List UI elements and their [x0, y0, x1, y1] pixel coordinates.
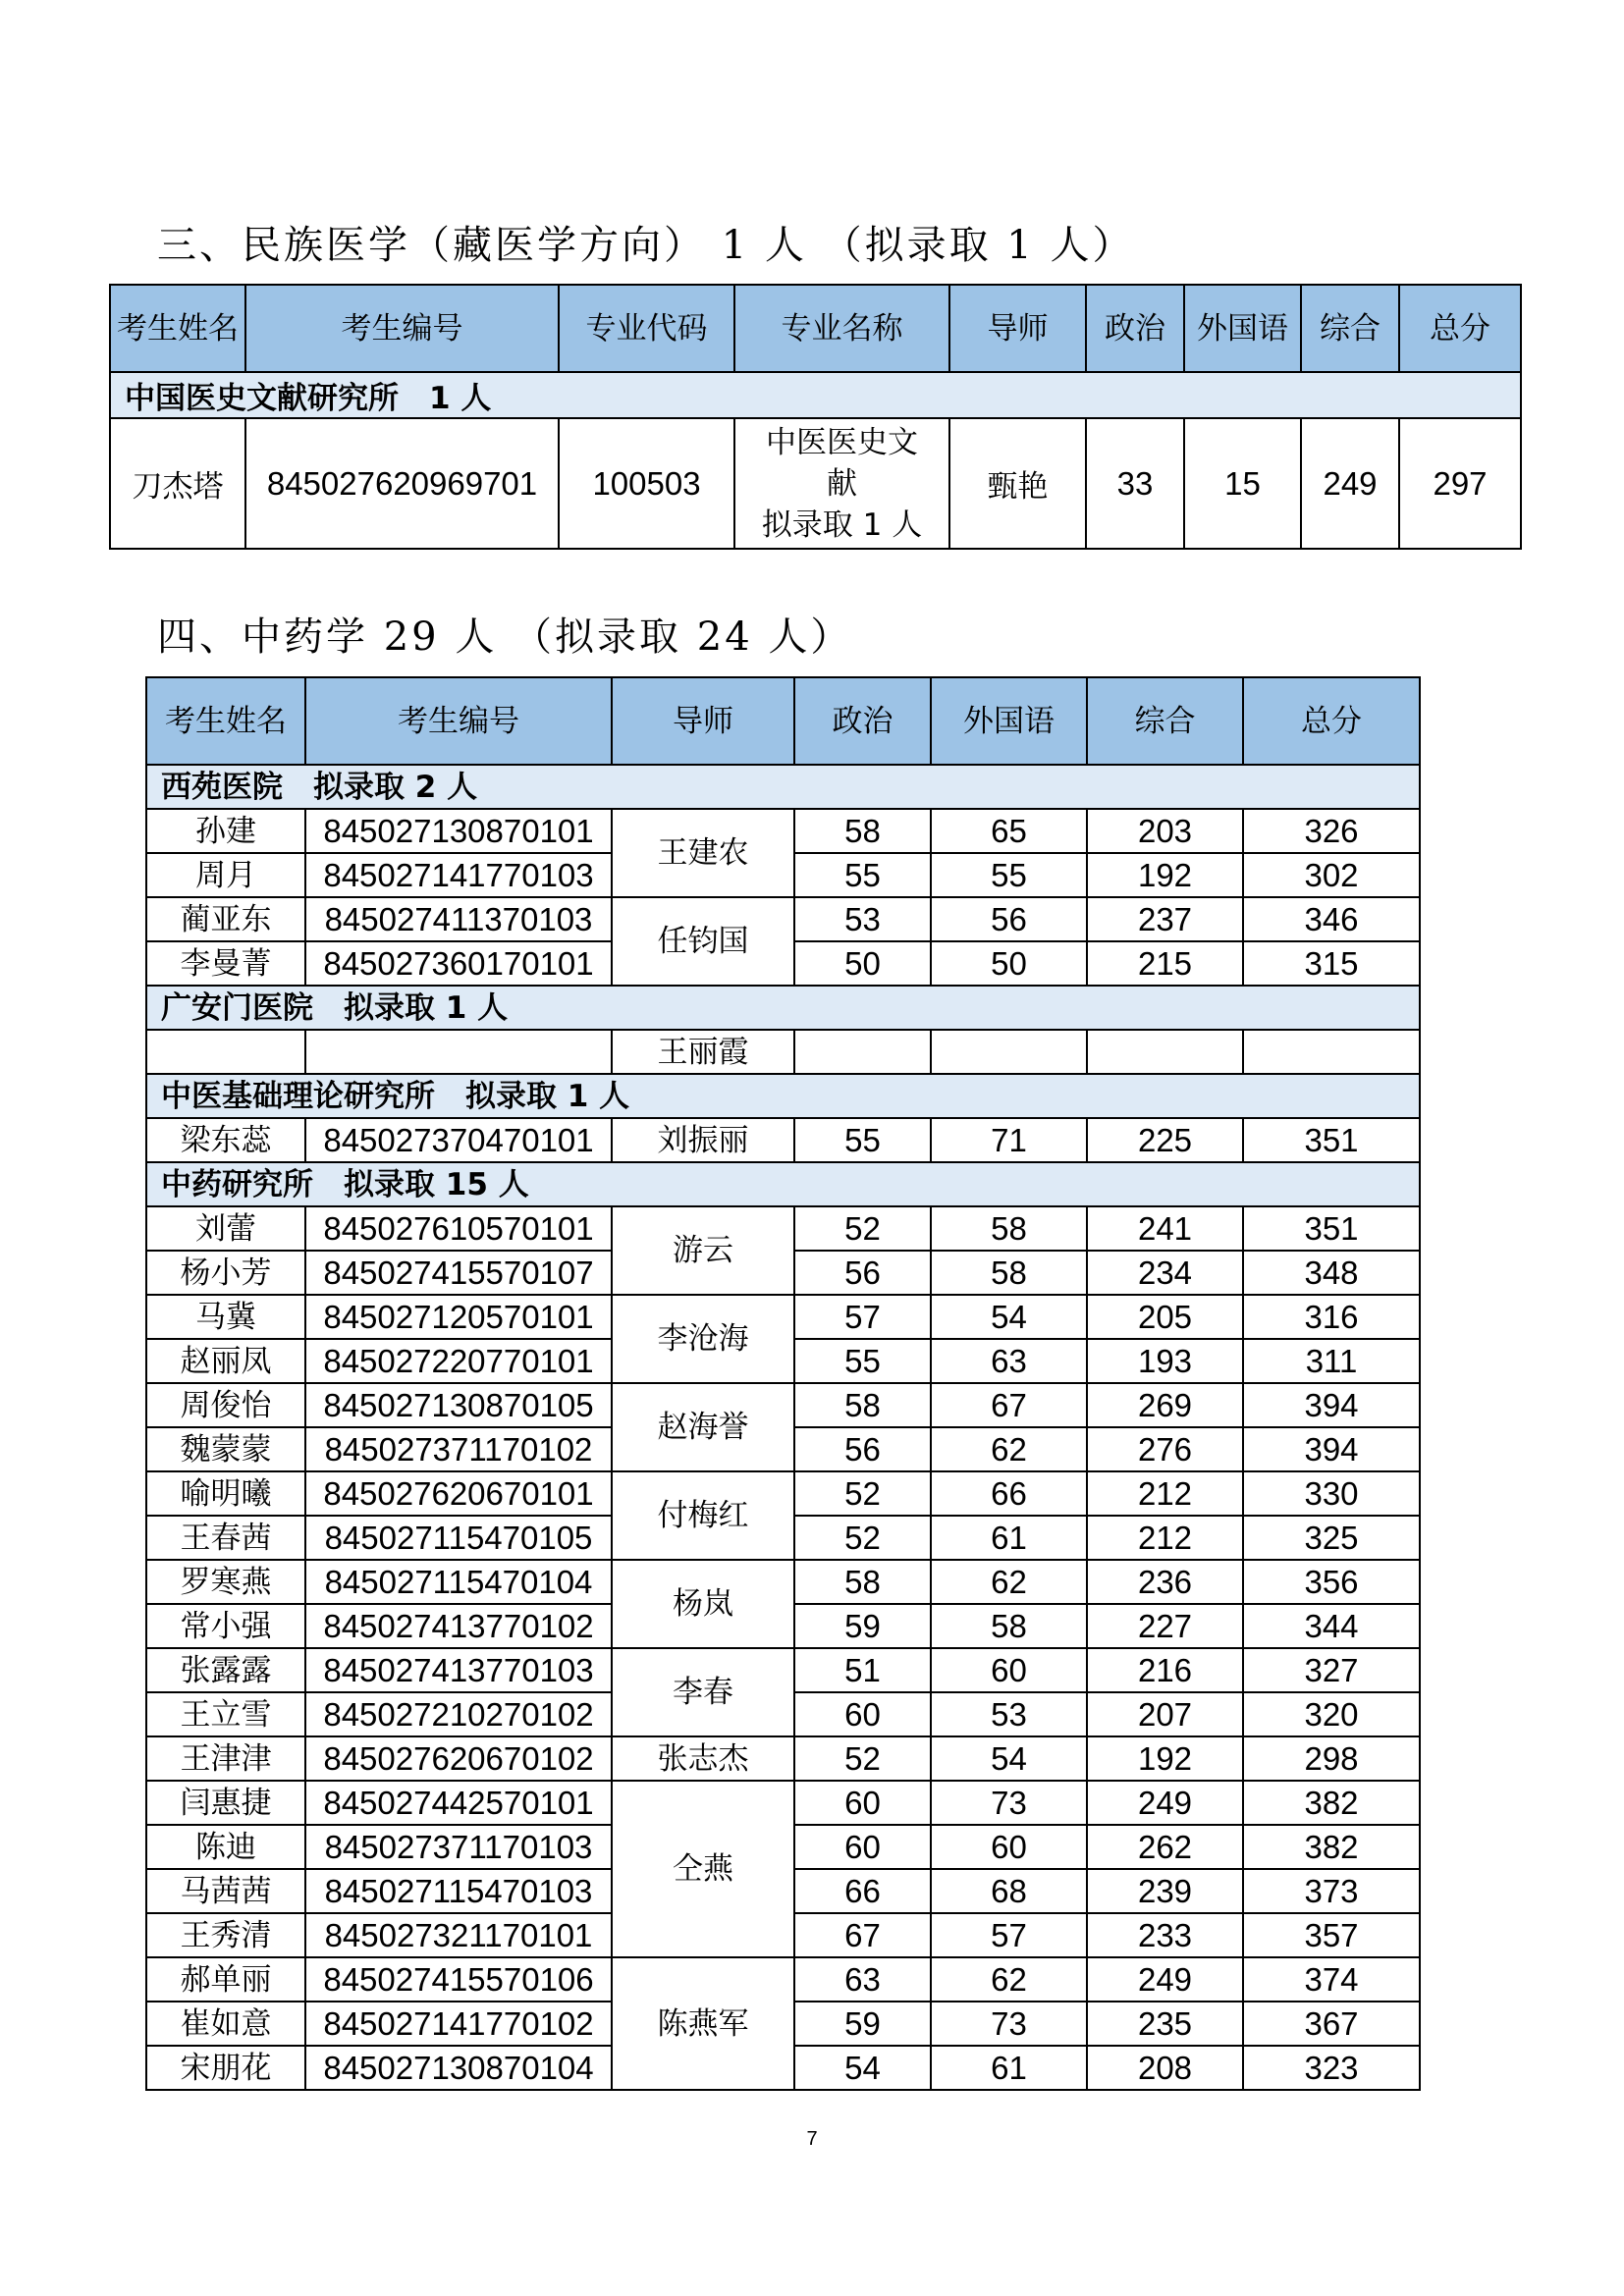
tutor-name: 赵海誉	[612, 1383, 794, 1471]
table-row	[146, 1383, 1420, 1427]
candidate-name: 王春茜	[146, 1516, 305, 1560]
politics-score: 60	[794, 1825, 931, 1869]
candidate-id: 845027120570101	[305, 1295, 612, 1339]
comprehensive-score: 249	[1087, 1781, 1243, 1825]
comprehensive-score: 216	[1087, 1648, 1243, 1692]
foreign-language-score: 61	[931, 1516, 1087, 1560]
total-score: 298	[1243, 1736, 1420, 1781]
major-name-line: 献	[827, 465, 857, 502]
candidate-name: 郝单丽	[146, 1957, 305, 2002]
candidate-id: 845027141770102	[305, 2002, 612, 2046]
header-major-name: 专业名称	[734, 285, 949, 372]
candidate-id: 845027371170102	[305, 1427, 612, 1471]
table-row	[146, 1736, 1420, 1781]
total-score: 326	[1243, 809, 1420, 853]
table-row	[146, 897, 1420, 941]
foreign-language-score: 60	[931, 1825, 1087, 1869]
major-code: 100503	[559, 418, 734, 549]
comprehensive-score: 233	[1087, 1913, 1243, 1957]
candidate-name: 刀杰塔	[110, 418, 245, 549]
header-comprehensive: 综合	[1301, 285, 1399, 372]
total-score: 311	[1243, 1339, 1420, 1383]
politics-score: 60	[794, 1781, 931, 1825]
politics-score: 51	[794, 1648, 931, 1692]
politics-score: 54	[794, 2046, 931, 2090]
candidate-id: 845027620969701	[245, 418, 559, 549]
total-score: 382	[1243, 1825, 1420, 1869]
tutor-name: 王建农	[612, 809, 794, 897]
politics-score: 60	[794, 1692, 931, 1736]
politics-score: 56	[794, 1251, 931, 1295]
total-score: 374	[1243, 1957, 1420, 2002]
comprehensive-score: 208	[1087, 2046, 1243, 2090]
tutor-name: 陈燕军	[612, 1957, 794, 2090]
foreign-language-score: 62	[931, 1427, 1087, 1471]
candidate-id: 845027210270102	[305, 1692, 612, 1736]
comprehensive-score: 192	[1087, 1736, 1243, 1781]
comprehensive-score: 236	[1087, 1560, 1243, 1604]
foreign-language-score: 67	[931, 1383, 1087, 1427]
total-score: 346	[1243, 897, 1420, 941]
tutor-name: 刘振丽	[612, 1118, 794, 1162]
tutor-name: 游云	[612, 1206, 794, 1295]
header-comprehensive: 综合	[1087, 677, 1243, 765]
foreign-language-score: 73	[931, 2002, 1087, 2046]
group-label: 西苑医院 拟录取 2 人	[146, 765, 1420, 809]
politics-score: 55	[794, 853, 931, 897]
tutor-name: 王丽霞	[612, 1030, 794, 1074]
tutor-name: 任钧国	[612, 897, 794, 986]
candidate-name: 常小强	[146, 1604, 305, 1648]
candidate-name: 赵丽凤	[146, 1339, 305, 1383]
header-candidate-name: 考生姓名	[146, 677, 305, 765]
empty-cell	[146, 1030, 305, 1074]
politics-score: 66	[794, 1869, 931, 1913]
politics-score: 53	[794, 897, 931, 941]
header-total-score: 总分	[1399, 285, 1521, 372]
candidate-name: 马冀	[146, 1295, 305, 1339]
table-row	[146, 1781, 1420, 1825]
politics-score: 67	[794, 1913, 931, 1957]
total-score: 323	[1243, 2046, 1420, 2090]
candidate-name: 李曼菁	[146, 941, 305, 986]
candidate-name: 杨小芳	[146, 1251, 305, 1295]
empty-cell	[794, 1030, 931, 1074]
politics-score: 33	[1086, 418, 1184, 549]
candidate-id: 845027620670102	[305, 1736, 612, 1781]
header-politics: 政治	[1086, 285, 1184, 372]
foreign-language-score: 60	[931, 1648, 1087, 1692]
total-score: 315	[1243, 941, 1420, 986]
foreign-language-score: 58	[931, 1206, 1087, 1251]
candidate-name: 刘蕾	[146, 1206, 305, 1251]
foreign-language-score: 66	[931, 1471, 1087, 1516]
candidate-id: 845027130870105	[305, 1383, 612, 1427]
candidate-name: 王立雪	[146, 1692, 305, 1736]
politics-score: 52	[794, 1471, 931, 1516]
table-row	[146, 809, 1420, 853]
empty-cell	[1243, 1030, 1420, 1074]
politics-score: 55	[794, 1118, 931, 1162]
group-row	[146, 1162, 1420, 1206]
total-score: 297	[1399, 418, 1521, 549]
foreign-language-score: 15	[1184, 418, 1301, 549]
candidate-id: 845027371170103	[305, 1825, 612, 1869]
politics-score: 59	[794, 2002, 931, 2046]
candidate-id: 845027115470105	[305, 1516, 612, 1560]
comprehensive-score: 234	[1087, 1251, 1243, 1295]
empty-cell	[931, 1030, 1087, 1074]
table-header-row	[146, 677, 1420, 765]
comprehensive-score: 262	[1087, 1825, 1243, 1869]
tutor-name: 杨岚	[612, 1560, 794, 1648]
candidate-id: 845027220770101	[305, 1339, 612, 1383]
politics-score: 50	[794, 941, 931, 986]
politics-score: 59	[794, 1604, 931, 1648]
candidate-id: 845027370470101	[305, 1118, 612, 1162]
header-tutor: 导师	[949, 285, 1086, 372]
comprehensive-score: 276	[1087, 1427, 1243, 1471]
section-3-table	[109, 284, 1522, 550]
table-row	[146, 1118, 1420, 1162]
total-score: 327	[1243, 1648, 1420, 1692]
candidate-name: 马茜茜	[146, 1869, 305, 1913]
header-major-code: 专业代码	[559, 285, 734, 372]
candidate-id: 845027360170101	[305, 941, 612, 986]
group-row	[146, 986, 1420, 1030]
politics-score: 58	[794, 809, 931, 853]
table-row	[146, 1295, 1420, 1339]
table-row	[146, 1471, 1420, 1516]
candidate-id: 845027442570101	[305, 1781, 612, 1825]
total-score: 302	[1243, 853, 1420, 897]
politics-score: 56	[794, 1427, 931, 1471]
tutor-name: 仝燕	[612, 1781, 794, 1957]
candidate-name: 周月	[146, 853, 305, 897]
comprehensive-score: 203	[1087, 809, 1243, 853]
group-label: 中医基础理论研究所 拟录取 1 人	[146, 1074, 1420, 1118]
total-score: 316	[1243, 1295, 1420, 1339]
foreign-language-score: 53	[931, 1692, 1087, 1736]
foreign-language-score: 50	[931, 941, 1087, 986]
tutor-name: 张志杰	[612, 1736, 794, 1781]
politics-score: 63	[794, 1957, 931, 2002]
table-row	[146, 1648, 1420, 1692]
candidate-name: 王秀清	[146, 1913, 305, 1957]
candidate-id: 845027415570106	[305, 1957, 612, 2002]
total-score: 348	[1243, 1251, 1420, 1295]
header-total-score: 总分	[1243, 677, 1420, 765]
candidate-id: 845027115470103	[305, 1869, 612, 1913]
comprehensive-score: 212	[1087, 1471, 1243, 1516]
candidate-id: 845027415570107	[305, 1251, 612, 1295]
comprehensive-score: 192	[1087, 853, 1243, 897]
group-row	[146, 1074, 1420, 1118]
comprehensive-score: 269	[1087, 1383, 1243, 1427]
candidate-name: 梁东蕊	[146, 1118, 305, 1162]
table-row	[146, 1560, 1420, 1604]
comprehensive-score: 207	[1087, 1692, 1243, 1736]
total-score: 320	[1243, 1692, 1420, 1736]
comprehensive-score: 249	[1087, 1957, 1243, 2002]
total-score: 351	[1243, 1206, 1420, 1251]
candidate-id: 845027411370103	[305, 897, 612, 941]
comprehensive-score: 227	[1087, 1604, 1243, 1648]
major-name	[734, 418, 949, 549]
admission-quota: 拟录取 1 人	[761, 507, 923, 543]
header-candidate-id: 考生编号	[305, 677, 612, 765]
candidate-name: 张露露	[146, 1648, 305, 1692]
candidate-id: 845027620670101	[305, 1471, 612, 1516]
candidate-name: 王津津	[146, 1736, 305, 1781]
group-label: 中国医史文献研究所 1 人	[110, 372, 1521, 418]
candidate-id: 845027130870101	[305, 809, 612, 853]
foreign-language-score: 65	[931, 809, 1087, 853]
section-4-table	[145, 676, 1421, 2091]
total-score: 330	[1243, 1471, 1420, 1516]
politics-score: 52	[794, 1516, 931, 1560]
section-4-title: 四、中药学 29 人 （拟录取 24 人）	[157, 614, 853, 660]
total-score: 367	[1243, 2002, 1420, 2046]
foreign-language-score: 56	[931, 897, 1087, 941]
empty-cell	[1087, 1030, 1243, 1074]
total-score: 344	[1243, 1604, 1420, 1648]
candidate-id: 845027141770103	[305, 853, 612, 897]
politics-score: 58	[794, 1560, 931, 1604]
candidate-name: 孙建	[146, 809, 305, 853]
total-score: 394	[1243, 1383, 1420, 1427]
header-politics: 政治	[794, 677, 931, 765]
header-foreign-language: 外国语	[931, 677, 1087, 765]
candidate-name: 陈迪	[146, 1825, 305, 1869]
header-candidate-name: 考生姓名	[110, 285, 245, 372]
header-foreign-language: 外国语	[1184, 285, 1301, 372]
candidate-id: 845027115470104	[305, 1560, 612, 1604]
candidate-id: 845027413770102	[305, 1604, 612, 1648]
politics-score: 57	[794, 1295, 931, 1339]
total-score: 373	[1243, 1869, 1420, 1913]
total-score: 357	[1243, 1913, 1420, 1957]
foreign-language-score: 68	[931, 1869, 1087, 1913]
foreign-language-score: 63	[931, 1339, 1087, 1383]
candidate-id: 845027130870104	[305, 2046, 612, 2090]
politics-score: 52	[794, 1206, 931, 1251]
politics-score: 52	[794, 1736, 931, 1781]
comprehensive-score: 215	[1087, 941, 1243, 986]
total-score: 356	[1243, 1560, 1420, 1604]
foreign-language-score: 62	[931, 1560, 1087, 1604]
candidate-name: 宋朋花	[146, 2046, 305, 2090]
group-row	[146, 765, 1420, 809]
page-number: 7	[806, 2128, 818, 2150]
comprehensive-score: 237	[1087, 897, 1243, 941]
candidate-name: 周俊怡	[146, 1383, 305, 1427]
foreign-language-score: 58	[931, 1604, 1087, 1648]
table-row	[146, 1206, 1420, 1251]
comprehensive-score: 193	[1087, 1339, 1243, 1383]
candidate-id: 845027610570101	[305, 1206, 612, 1251]
candidate-id: 845027413770103	[305, 1648, 612, 1692]
comprehensive-score: 212	[1087, 1516, 1243, 1560]
foreign-language-score: 61	[931, 2046, 1087, 2090]
candidate-name: 蔺亚东	[146, 897, 305, 941]
foreign-language-score: 55	[931, 853, 1087, 897]
candidate-name: 喻明曦	[146, 1471, 305, 1516]
table-row	[110, 418, 1521, 549]
group-label: 广安门医院 拟录取 1 人	[146, 986, 1420, 1030]
foreign-language-score: 62	[931, 1957, 1087, 2002]
group-row	[110, 372, 1521, 418]
politics-score: 58	[794, 1383, 931, 1427]
comprehensive-score: 249	[1301, 418, 1399, 549]
total-score: 394	[1243, 1427, 1420, 1471]
group-label: 中药研究所 拟录取 15 人	[146, 1162, 1420, 1206]
foreign-language-score: 57	[931, 1913, 1087, 1957]
major-name-line: 中医医史文	[766, 424, 918, 460]
tutor-name: 甄艳	[949, 418, 1086, 549]
header-tutor: 导师	[612, 677, 794, 765]
comprehensive-score: 241	[1087, 1206, 1243, 1251]
comprehensive-score: 235	[1087, 2002, 1243, 2046]
tutor-name: 李春	[612, 1648, 794, 1736]
section-3-title: 三、民族医学（藏医学方向） 1 人 （拟录取 1 人）	[157, 223, 1135, 268]
candidate-name: 崔如意	[146, 2002, 305, 2046]
candidate-name: 闫惠捷	[146, 1781, 305, 1825]
candidate-name: 魏蒙蒙	[146, 1427, 305, 1471]
comprehensive-score: 205	[1087, 1295, 1243, 1339]
foreign-language-score: 58	[931, 1251, 1087, 1295]
tutor-name: 李沧海	[612, 1295, 794, 1383]
politics-score: 55	[794, 1339, 931, 1383]
header-candidate-id: 考生编号	[245, 285, 559, 372]
foreign-language-score: 54	[931, 1295, 1087, 1339]
candidate-name: 罗寒燕	[146, 1560, 305, 1604]
table-row	[146, 1030, 1420, 1074]
tutor-name: 付梅红	[612, 1471, 794, 1560]
table-row	[146, 1957, 1420, 2002]
foreign-language-score: 71	[931, 1118, 1087, 1162]
total-score: 351	[1243, 1118, 1420, 1162]
total-score: 382	[1243, 1781, 1420, 1825]
total-score: 325	[1243, 1516, 1420, 1560]
empty-cell	[305, 1030, 612, 1074]
foreign-language-score: 54	[931, 1736, 1087, 1781]
comprehensive-score: 239	[1087, 1869, 1243, 1913]
table-header-row	[110, 285, 1521, 372]
foreign-language-score: 73	[931, 1781, 1087, 1825]
candidate-id: 845027321170101	[305, 1913, 612, 1957]
comprehensive-score: 225	[1087, 1118, 1243, 1162]
